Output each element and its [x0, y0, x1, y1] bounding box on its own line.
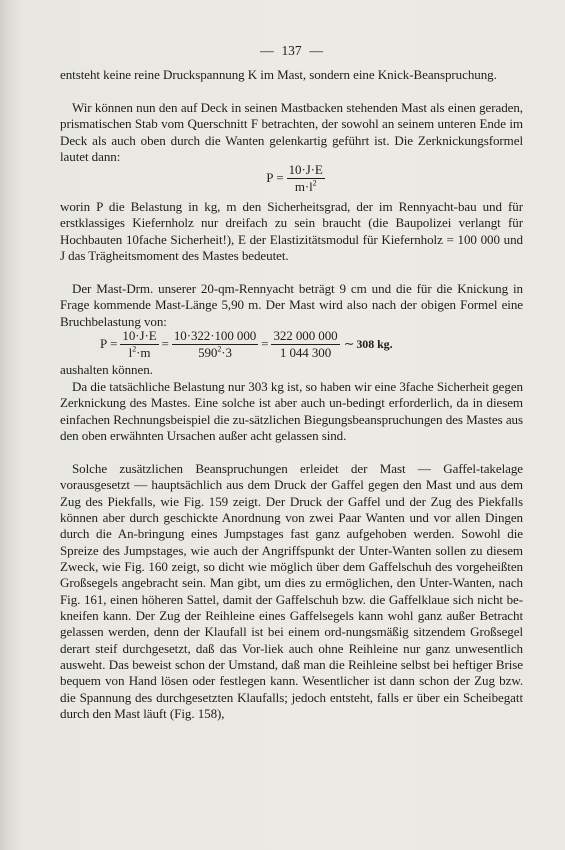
- formula-2-equals-2: =: [161, 336, 169, 352]
- formula-2-f2-den-base: 590: [198, 345, 218, 360]
- formula-1-numerator: 10·J·E: [288, 162, 323, 177]
- paragraph-1-text: entsteht keine reine Druckspannung K im Mast, sondern eine Knick-Beanspruchung.: [60, 67, 497, 82]
- paragraph-7: [60, 461, 523, 723]
- paragraph-4-text: Der Mast-Drm. unserer 20-qm-Rennyacht beträgt 9 cm und die für die Knickung in Frage kommende Mast-Länge 5,90 m. Der Mast wird also nach der obigen Formel eine Bruchbelastung von:: [60, 281, 523, 329]
- formula-2-f2-denominator: [196, 345, 234, 360]
- paragraph-7-text: Solche zusätzlichen Beanspruchungen erleidet der Mast — Gaffel-takelage vorausgesetzt — hauptsächlich aus dem Druck der Gaffel gegen den Mast und aus dem Zug des Piekfalls, wie Fig. 159 zeigt. Der Druck der Gaffel und der Zug des Piekfalls können aber durch geschickte Anordnung von zwei Paar Wanten und vor allen Dingen durch die An-bringung eines Jumpstages fast ganz aufgehoben werden. Sowohl die Spreize des Jumpstages, wie auch der Angriffspunkt der Unter-Wanten sollen zu diesem Zweck, wie Fig. 160 zeigt, so dicht wie möglich über dem Gaffelschuh des vorgeheißten Großsegels angebracht sein. Man gibt, um dies zu ermöglichen, den Unter-Wanten, nach Fig. 161, einen höheren Sattel, damit der Gaffelschuh bzw. die Gaffelklaue sich nicht be-kneifen kann. Der Zug der Reihleine eines Gaffelsegels kann wohl ganz außer Betracht gelassen werden, denn der Klaufall ist bei einem ord-nungsmäßig sitzendem Großsegel derart steif durchgesetzt, daß das Vor-liek auch ohne Reihleine nur ganz unwesentlich ausweht. Das beweist schon der Umstand, daß man die Reihleine selbst bei heftiger Brise bequem von Hand lösen oder festlegen kann. Wesentlicher ist dann schon der Zug bzw. die Spannung des durchgesetzten Klaufalls; jedoch entsteht, falls er über ein Scheibegatt durch den Mast läuft (Fig. 158),: [60, 461, 523, 722]
- paragraph-2: [60, 100, 523, 165]
- formula-2-f1-den-sup: 2: [132, 344, 137, 354]
- paragraph-4: [60, 281, 523, 330]
- paragraph-2-text: Wir können nun den auf Deck in seinen Mastbacken stehenden Mast als einen geraden, prismatischen Stab vom Querschnitt F betrachten, der sowohl an seinem unteren Ende im Deck als auch oben durch die Wanten gelenkartig geführt ist. Die Zerknickungsformel lautet dann:: [60, 100, 523, 165]
- formula-2-f1-denominator: [127, 345, 153, 360]
- paragraph-5-text: aushalten können.: [60, 362, 153, 377]
- formula-1-den-base: m·l: [294, 179, 313, 194]
- formula-2-fraction-1: [120, 329, 158, 360]
- paragraph-6: [60, 379, 523, 444]
- formula-2-result: 308 kg.: [356, 337, 393, 352]
- formula-2-f3-numerator: 322 000 000: [273, 328, 338, 343]
- formula-2-f1-den-base: l: [128, 345, 133, 360]
- formula-1-denominator: [293, 179, 319, 194]
- formula-2-fraction-3: [271, 329, 339, 360]
- page-number-dash-left: —: [260, 43, 274, 58]
- page-number-dash-right: —: [309, 43, 323, 58]
- paragraph-1: [60, 67, 523, 83]
- formula-2-f1-numerator: 10·J·E: [122, 328, 157, 343]
- formula-2-lhs: P: [100, 336, 108, 352]
- formula-2-f3-denominator: 1 044 300: [279, 345, 332, 360]
- formula-2-f1-den-tail: ·m: [136, 345, 151, 360]
- formula-2-equals-1: =: [110, 336, 118, 352]
- paragraph-3: [60, 199, 523, 264]
- formula-1-den-sup: 2: [312, 178, 317, 188]
- page-number-value: 137: [281, 43, 302, 58]
- page-number: [60, 43, 523, 59]
- formula-buckling: [60, 163, 523, 194]
- formula-2-approx: ∼: [343, 336, 355, 352]
- paragraph-5: [60, 362, 523, 378]
- formula-2-f2-den-sup: 2: [217, 344, 222, 354]
- formula-2-equals-3: =: [261, 336, 269, 352]
- formula-1-fraction: [287, 163, 325, 194]
- paragraph-6-text: Da die tatsächliche Belastung nur 303 kg ist, so haben wir eine 3fache Sicherheit gegen Zerknickung des Mastes. Eine solche ist aber auch un-bedingt erforderlich, da in diesem einfachen Rechnungsbeispiel die zu-sätzlichen Biegungsbeanspruchungen des Mastes aus den oben erwähnten Ursachen außer acht gelassen sind.: [60, 379, 523, 444]
- formula-2-f2-numerator: 10·322·100 000: [173, 328, 257, 343]
- formula-calculation: [60, 329, 523, 360]
- formula-2-f2-den-tail: ·3: [221, 345, 232, 360]
- formula-2-fraction-2: [172, 329, 258, 360]
- formula-1-lhs: P: [266, 170, 274, 186]
- formula-1-equals: =: [276, 170, 284, 186]
- paragraph-3-text: worin P die Belastung in kg, m den Sicherheitsgrad, der im Rennyacht-bau und für erstklassiges Kiefernholz nur dreifach zu sein braucht (die Baupolizei verlangt für Hochbauten 10fache Sicherheit!), E der Elastizitätsmodul für Kiefernholz = 100 000 und J das Trägheitsmoment des Mastes bedeutet.: [60, 199, 523, 264]
